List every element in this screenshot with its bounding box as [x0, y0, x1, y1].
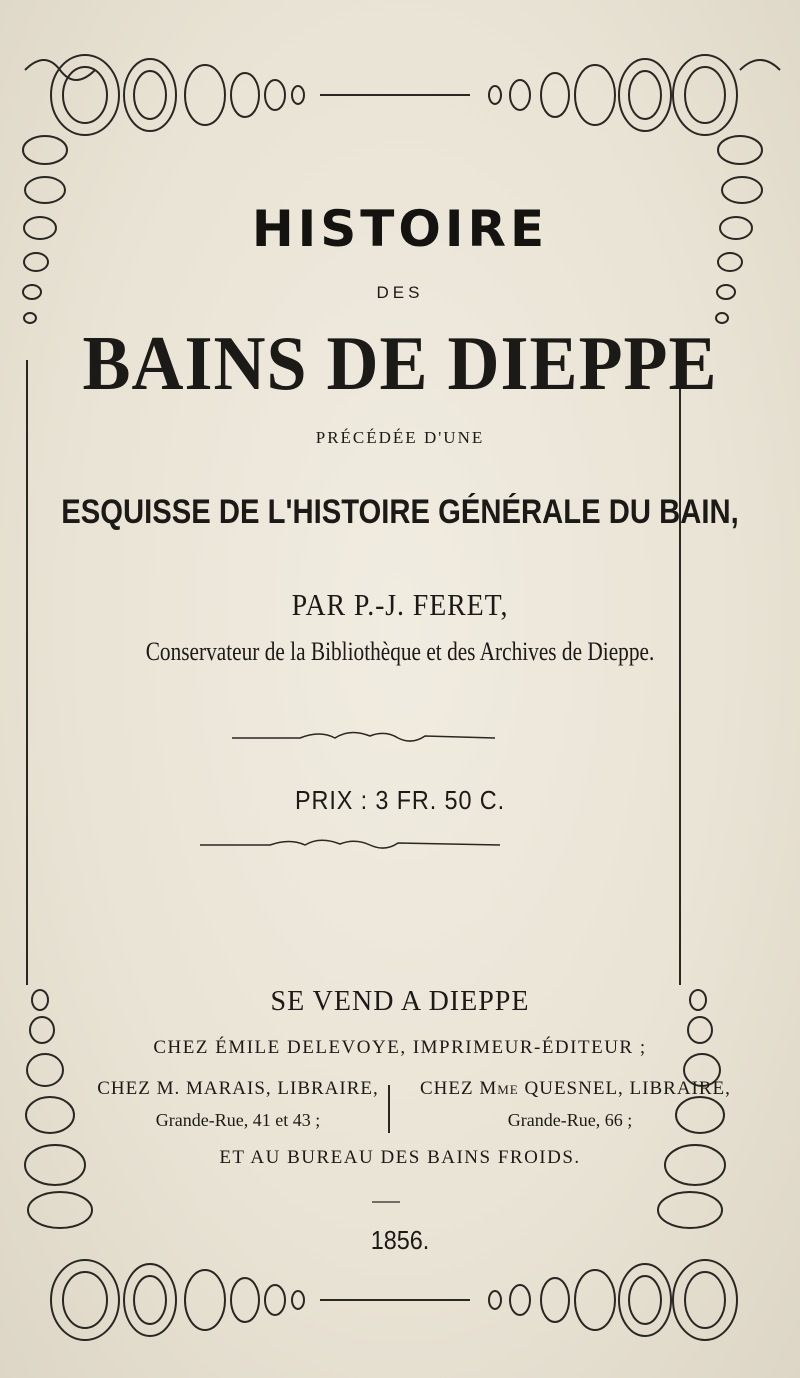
bottom-scroll-ornament [51, 1260, 737, 1340]
title-des: DES [376, 283, 424, 302]
title-bains-de-dieppe: BAINS DE DIEPPE [82, 319, 718, 407]
author-line: PAR P.-J. FERET, [291, 587, 509, 622]
bureau-line: ET AU BUREAU DES BAINS FROIDS. [219, 1147, 581, 1168]
printer-line: CHEZ ÉMILE DELEVOYE, IMPRIMEUR-ÉDITEUR ; [153, 1037, 647, 1058]
right-seller-address: Grande-Rue, 66 ; [507, 1110, 633, 1130]
left-seller-address: Grande-Rue, 41 et 43 ; [155, 1110, 321, 1130]
left-bottom-scroll-ornament [25, 990, 92, 1228]
subtitle: ESQUISSE DE L'HISTOIRE GÉNÉRALE DU BAIN, [61, 493, 739, 531]
flourish-divider-bottom [200, 840, 500, 848]
sale-heading: SE VEND A DIEPPE [270, 986, 530, 1017]
author-role: Conservateur de la Bibliothèque et des Archives de Dieppe. [145, 637, 655, 666]
left-seller: CHEZ M. MARAIS, LIBRAIRE, [97, 1078, 379, 1099]
publication-year: 1856. [370, 1225, 430, 1255]
top-scroll-ornament [25, 55, 780, 135]
right-bottom-scroll-ornament [658, 990, 725, 1228]
right-seller: CHEZ Mme QUESNEL, LIBRAIRE, [420, 1078, 731, 1099]
preceded-line: PRÉCÉDÉE D'UNE [315, 428, 485, 447]
flourish-divider-top [232, 732, 495, 741]
price-line: PRIX : 3 FR. 50 C. [295, 785, 505, 815]
title-histoire: HISTOIRE [251, 200, 549, 258]
